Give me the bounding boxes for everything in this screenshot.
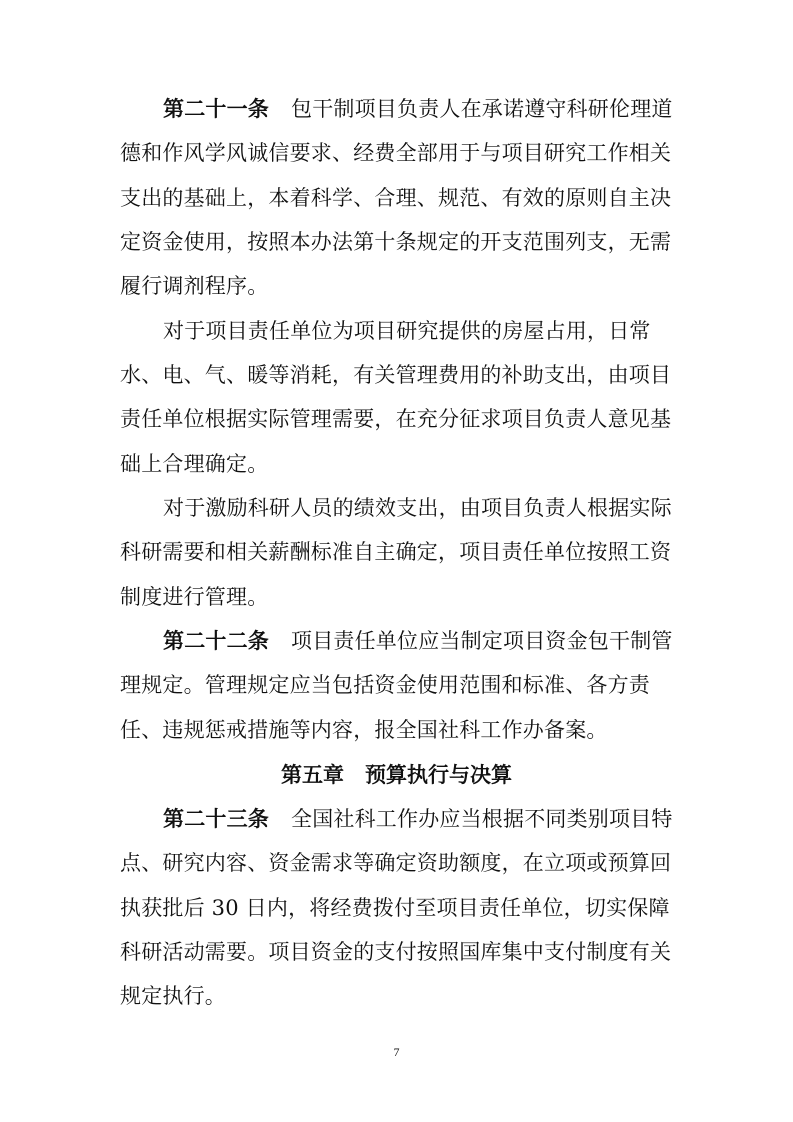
article-22-label: 第二十二条	[163, 629, 269, 653]
paragraph-2-line-1: 对于项目责任单位为项目研究提供的房屋占用，日常	[163, 319, 651, 343]
article-22-line-3: 任、违规惩戒措施等内容，报全国社科工作办备案。	[120, 718, 608, 742]
article-23-line-3: 执获批后 30 日内，将经费拨付至项目责任单位，切实保障	[120, 896, 670, 920]
article-21-line-5: 履行调剂程序。	[120, 274, 269, 298]
article-22-text-1: 项目责任单位应当制定项目资金包干制管	[291, 629, 673, 653]
paragraph-2-line-3: 责任单位根据实际管理需要，在充分征求项目负责人意见基	[120, 407, 672, 431]
paragraph-3-line-2: 科研需要和相关薪酬标准自主确定，项目责任单位按照工资	[120, 540, 672, 564]
paragraph-2-line-4: 础上合理确定。	[120, 452, 269, 476]
article-21-label: 第二十一条	[163, 97, 269, 121]
article-23-label: 第二十三条	[163, 807, 269, 831]
article-23-line-2: 点、研究内容、资金需求等确定资助额度，在立项或预算回	[120, 851, 672, 875]
article-23-text-1: 全国社科工作办应当根据不同类别项目特	[291, 807, 673, 831]
paragraph-3-line-1: 对于激励科研人员的绩效支出，由项目负责人根据实际	[163, 496, 672, 520]
article-21-line-3: 支出的基础上，本着科学、合理、规范、有效的原则自主决	[120, 186, 672, 210]
paragraph-3-line-3: 制度进行管理。	[120, 585, 269, 609]
paragraph-2-line-2: 水、电、气、暖等消耗，有关管理费用的补助支出，由项目	[120, 363, 672, 387]
article-23-line-4: 科研活动需要。项目资金的支付按照国库集中支付制度有关	[120, 940, 672, 964]
article-23-line-5: 规定执行。	[120, 984, 226, 1008]
article-22-line-2: 理规定。管理规定应当包括资金使用范围和标准、各方责	[120, 673, 650, 697]
article-23-line-1	[163, 807, 673, 831]
page-number: 7	[393, 1045, 400, 1059]
article-21-line-4: 定资金使用，按照本办法第十条规定的开支范围列支，无需	[120, 230, 672, 254]
article-21-text-1: 包干制项目负责人在承诺遵守科研伦理道	[291, 97, 673, 121]
article-21-line-2: 德和作风学风诚信要求、经费全部用于与项目研究工作相关	[120, 141, 672, 165]
chapter-5-title: 第五章 预算执行与决算	[281, 763, 512, 787]
article-21-line-1	[163, 97, 673, 121]
article-22-line-1	[163, 629, 673, 653]
